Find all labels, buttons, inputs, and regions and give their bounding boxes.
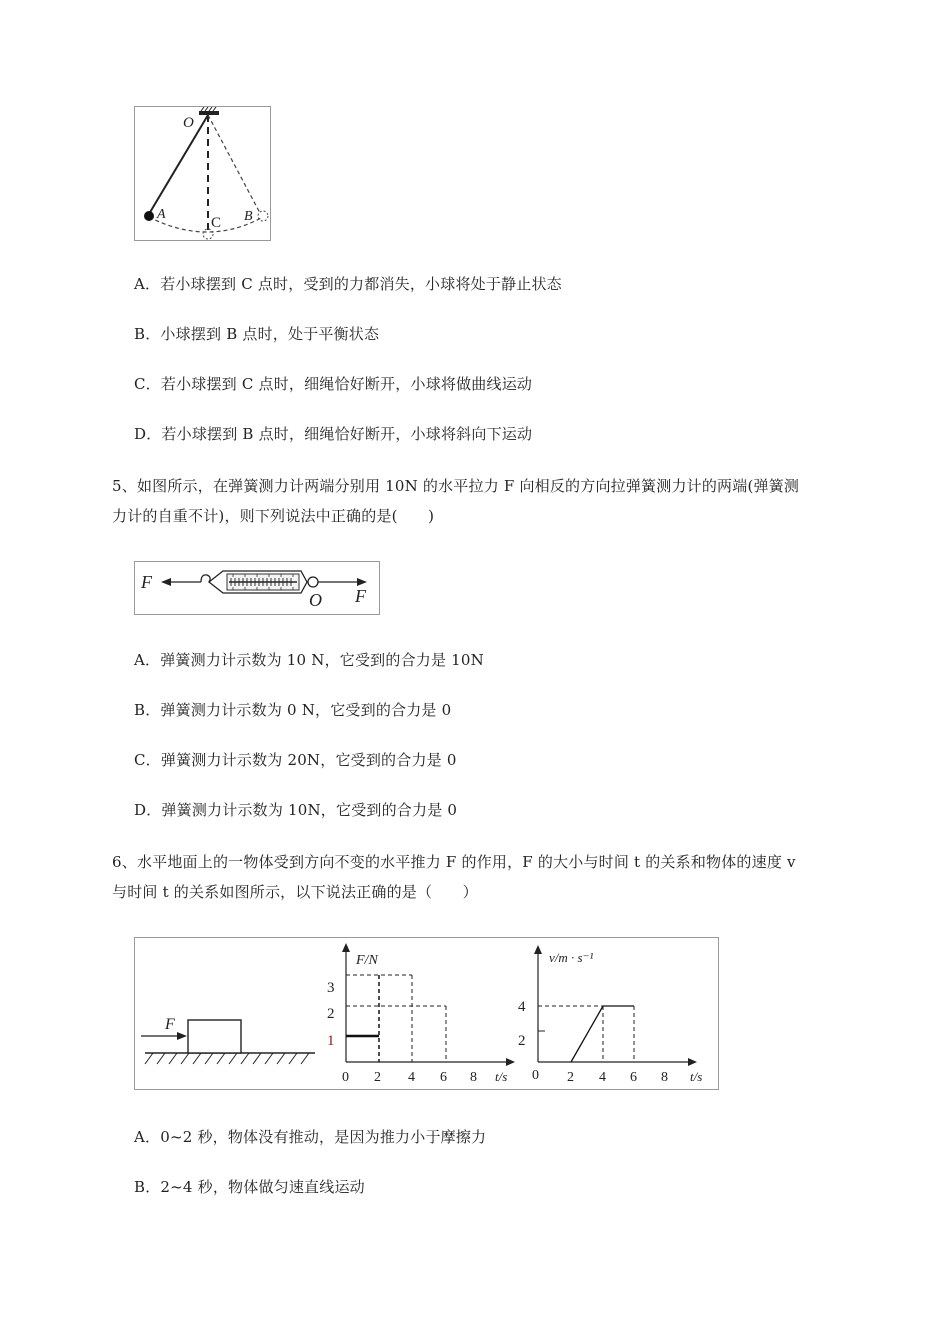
q5-stem-line2: 力计的自重不计)，则下列说法中正确的是( )	[112, 507, 435, 525]
force-graph-ytick-2: 2	[327, 1006, 335, 1022]
q4-option-b: B．小球摆到 B 点时，处于平衡状态	[134, 325, 380, 343]
q4-option-a: A．若小球摆到 C 点时，受到的力都消失，小球将处于静止状态	[134, 275, 562, 293]
pendulum-figure	[134, 106, 271, 241]
label-f-right: F	[355, 586, 366, 606]
force-graph-xtick-2: 2	[374, 1070, 381, 1085]
block-force-label: F	[165, 1016, 175, 1033]
q6-figure	[134, 937, 719, 1090]
force-graph-xtick-6: 6	[440, 1070, 447, 1085]
force-graph-ytick-1: 1	[327, 1033, 335, 1049]
label-o: O	[309, 590, 322, 610]
velocity-graph-ytick-4: 4	[518, 999, 526, 1015]
q4-option-d: D．若小球摆到 B 点时，细绳恰好断开，小球将斜向下运动	[134, 425, 533, 443]
force-graph-ytick-3: 3	[327, 980, 335, 996]
velocity-graph-xtick-2: 2	[567, 1070, 574, 1085]
q5-option-d: D．弹簧测力计示数为 10N，它受到的合力是 0	[134, 801, 458, 819]
label-f-left: F	[141, 572, 152, 592]
velocity-graph-ylabel: v/m · s⁻¹	[549, 950, 594, 965]
q6-option-b: B．2~4 秒，物体做匀速直线运动	[134, 1178, 365, 1196]
velocity-graph-xtick-0: 0	[532, 1068, 539, 1083]
velocity-time-graph	[518, 945, 702, 1085]
velocity-graph-xtick-4: 4	[599, 1070, 606, 1085]
force-graph-xtick-0: 0	[342, 1070, 349, 1085]
force-graph-xtick-8: 8	[470, 1070, 477, 1085]
string-to-b	[208, 115, 260, 213]
label-a: A	[157, 207, 166, 222]
q5-stem-line1: 5、如图所示，在弹簧测力计两端分别用 10N 的水平拉力 F 向相反的方向拉弹簧测力计的两端(弹簧测	[112, 477, 800, 495]
label-c: C	[211, 215, 222, 231]
q6-stem-line1: 6、水平地面上的一物体受到方向不变的水平推力 F 的作用，F 的大小与时间 t 的关系和物体的速度 v	[112, 853, 796, 871]
q5-option-b: B．弹簧测力计示数为 0 N，它受到的合力是 0	[134, 701, 452, 719]
velocity-graph-xlabel: t/s	[690, 1069, 703, 1084]
label-b: B	[244, 209, 253, 224]
q4-option-c: C．若小球摆到 C 点时，细绳恰好断开，小球将做曲线运动	[134, 375, 533, 393]
velocity-graph-xtick-6: 6	[630, 1070, 637, 1085]
force-graph-xtick-4: 4	[408, 1070, 415, 1085]
ball-a	[144, 211, 154, 221]
q6-stem-line2: 与时间 t 的关系如图所示，以下说法正确的是（ ）	[112, 883, 478, 901]
force-graph-ylabel: F/N	[356, 953, 378, 968]
string-to-a	[149, 115, 208, 214]
block-on-ground	[141, 1016, 315, 1064]
block	[188, 1020, 241, 1053]
spring-scale-figure	[134, 561, 380, 615]
force-graph-xlabel: t/s	[495, 1069, 508, 1084]
q6-option-a: A．0~2 秒，物体没有推动，是因为推力小于摩擦力	[134, 1128, 487, 1146]
velocity-graph-ytick-2: 2	[518, 1033, 526, 1049]
velocity-graph-xtick-8: 8	[661, 1070, 668, 1085]
q5-option-c: C．弹簧测力计示数为 20N，它受到的合力是 0	[134, 751, 457, 769]
force-time-graph	[327, 943, 515, 1085]
q5-option-a: A．弹簧测力计示数为 10 N，它受到的合力是 10N	[134, 651, 484, 669]
label-o: O	[183, 115, 194, 131]
velocity-segment-2-4	[571, 1006, 603, 1062]
